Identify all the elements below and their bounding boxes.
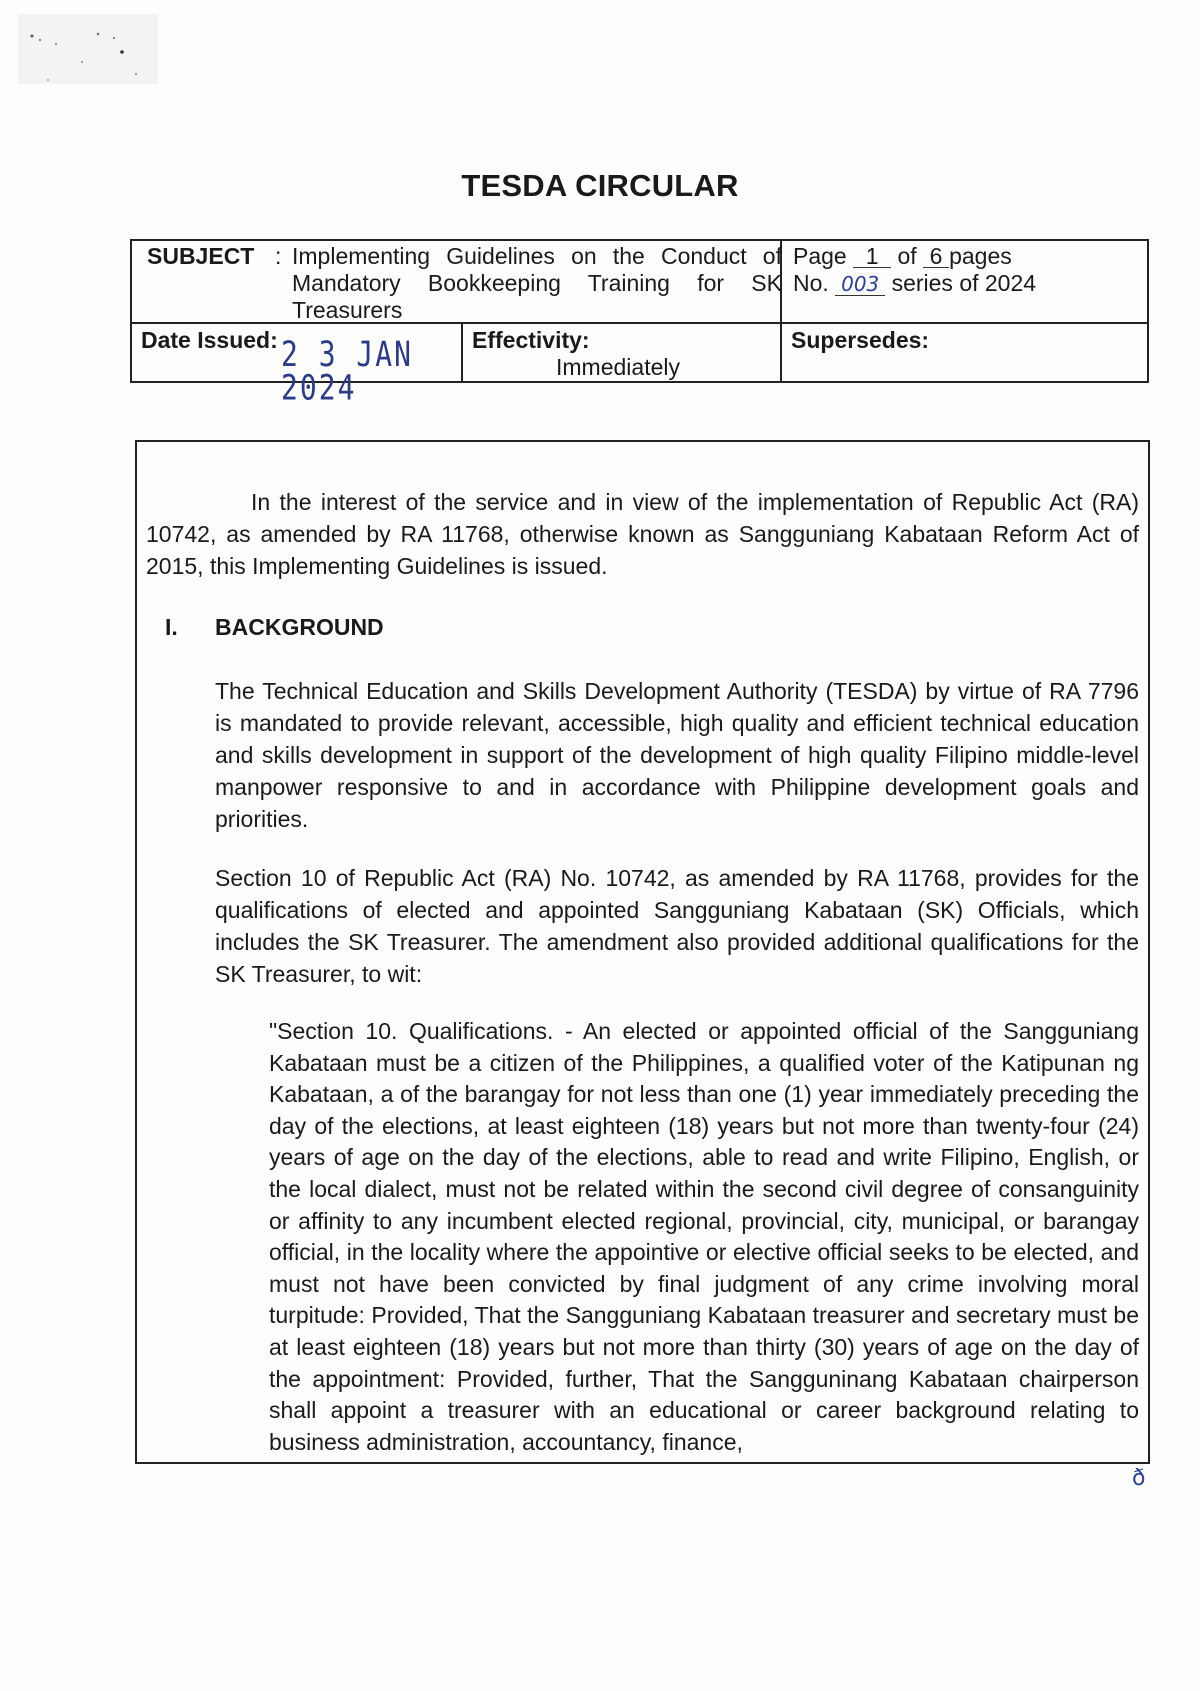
- page-total: 6: [923, 245, 949, 268]
- subject-label: SUBJECT: [147, 243, 255, 269]
- number-prefix: No.: [793, 270, 829, 296]
- effectivity-cell: [472, 327, 772, 381]
- circular-body: [135, 440, 1150, 1464]
- page-info-cell: [793, 243, 1133, 297]
- date-issued-label: Date Issued:: [141, 327, 278, 353]
- section-title: BACKGROUND: [215, 614, 384, 640]
- handwritten-initial: ð: [1132, 1466, 1146, 1491]
- page-suffix: pages: [949, 243, 1012, 269]
- document-title: TESDA CIRCULAR: [461, 168, 739, 203]
- effectivity-label: Effectivity:: [472, 327, 590, 353]
- scan-specks: [18, 14, 158, 94]
- supersedes-cell: [791, 327, 1131, 354]
- effectivity-value: Immediately: [556, 354, 680, 380]
- section-number: I.: [165, 614, 178, 640]
- date-issued-cell: [141, 327, 461, 409]
- page-of: of: [897, 243, 917, 269]
- circular-number-line: [793, 270, 1133, 297]
- page-number: 1: [853, 245, 891, 268]
- series-text: series of 2024: [891, 270, 1037, 296]
- date-issued-stamp: 2 3 JAN 2024: [281, 333, 414, 409]
- supersedes-label: Supersedes:: [791, 327, 930, 353]
- background-paragraph: The Technical Education and Skills Development Authority (TESDA) by virtue of RA 7796 is mandated to provide relevant, accessible, high quality and efficient technical education and skills development in support of the development of high quality Filipino middle-level manpower responsive to and in accordance with Philippine development goals and priorities.: [215, 678, 1139, 832]
- subject-colon: :: [275, 243, 282, 269]
- circular-number: 003: [835, 273, 885, 296]
- intro-paragraph: In the interest of the service and in view of the implementation of Republic Act (RA) 10742, as amended by RA 11768, otherwise known as Sangguniang Kabataan Reform Act of 2015, this Implementing Guidelines is issued.: [146, 489, 1139, 579]
- column-divider: [461, 323, 463, 381]
- quoted-qualifications: "Section 10. Qualifications. - An elected or appointed official of the Sangguniang Kabataan must be a citizen of the Philippines, a qualified voter of the Katipunan ng Kabataan, a of the barangay for not less than one (1) year immediately preceding the day of the elections, at least eighteen (18) years but not more than twenty-four (24) years of age on the day of the elections, able to read and write Filipino, English, or the local dialect, must not be related within the second civil degree of consanguinity or affinity to any incumbent elected regional, provincial, city, municipal, or barangay official, in the locality where the appointive or elective official seeks to be elected, and must not have been convicted by final judgment of any crime involving moral turpitude: Provided, That the Sangguniang Kabataan treasurer and secretary must be at least eighteen (18) years but not more than thirty (30) years of age on the day of the appointment: Provided, further, That the Sangguninang Kabataan chairperson shall appoint a treasurer with an educational or career background relating to business administration, accountancy, finance,: [269, 1018, 1139, 1455]
- subject-text: Implementing Guidelines on the Conduct of Mandatory Bookkeeping Training for SK Treasurers: [292, 243, 782, 323]
- section-ten-paragraph: Section 10 of Republic Act (RA) No. 10742, as amended by RA 11768, provides for the qualifications of elected and appointed Sangguniang Kabataan (SK) Officials, which includes the SK Treasurer. The amendment also provided additional qualifications for the SK Treasurer, to wit:: [215, 865, 1139, 987]
- page-count-line: [793, 243, 1133, 270]
- circular-header-table: [130, 239, 1149, 409]
- page-prefix: Page: [793, 243, 847, 269]
